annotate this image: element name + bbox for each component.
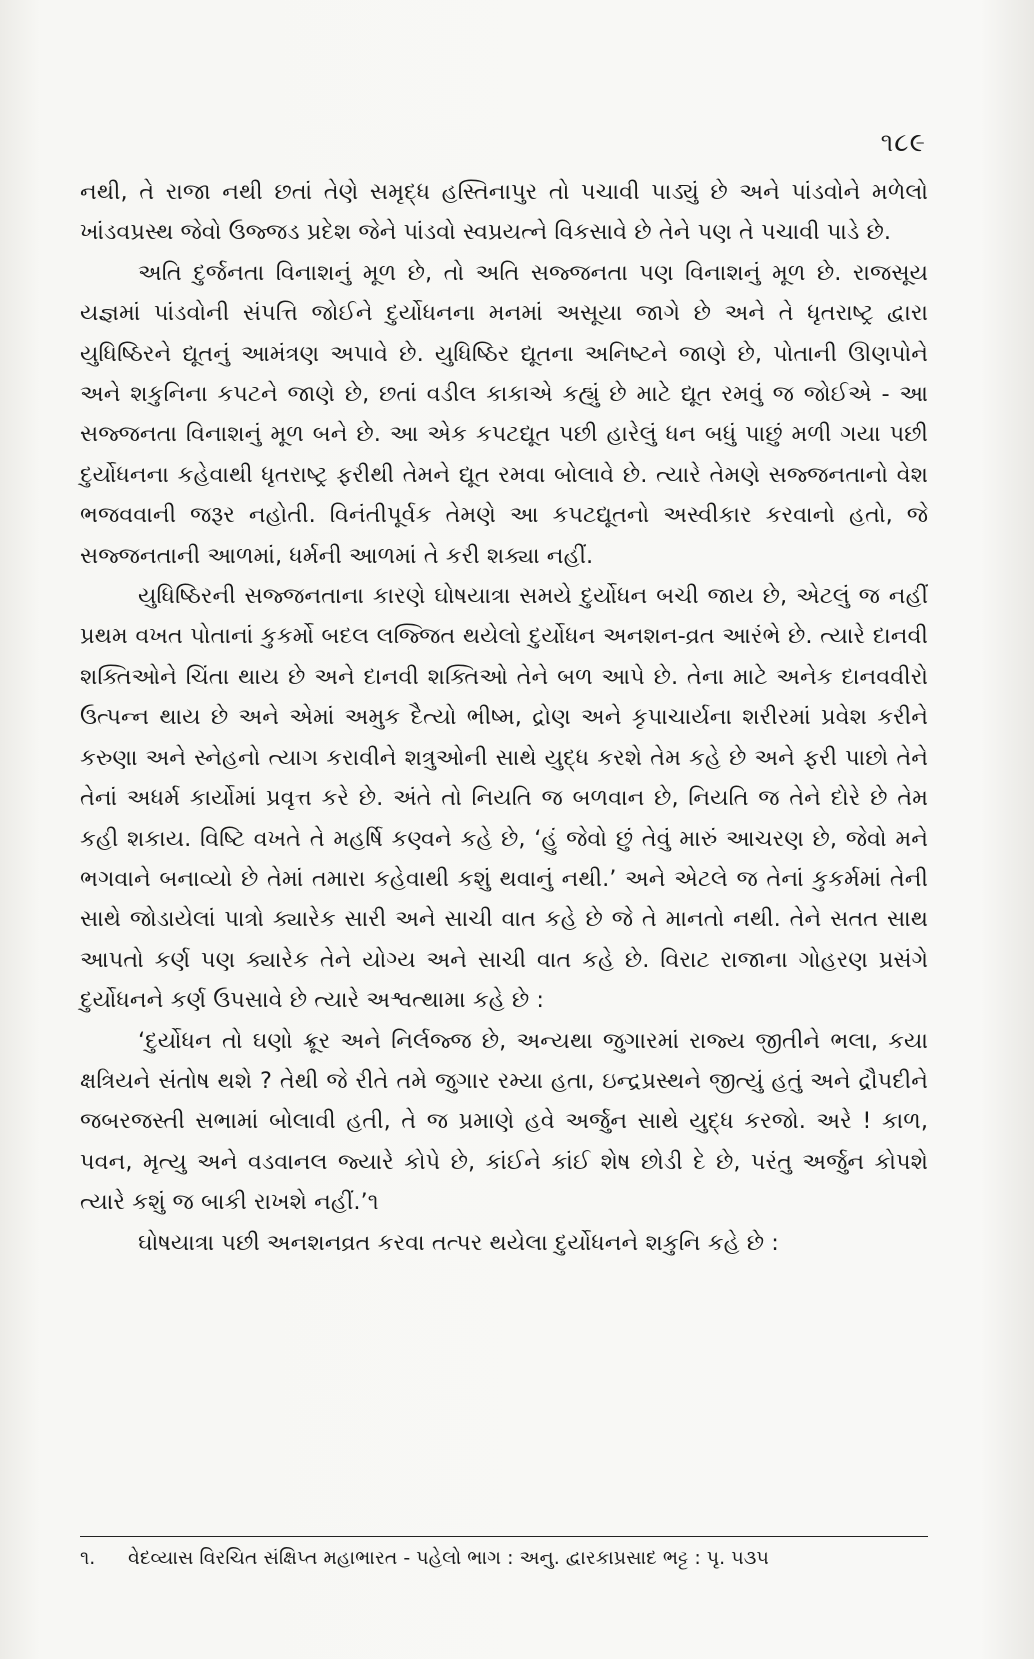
footnote (80, 1536, 928, 1573)
paragraph-1: નથી, તે રાજા નથી છતાં તેણે સમૃદ્ધ હસ્તિનાપુર તો પચાવી પાડ્યું છે અને પાંડવોને મળેલો ખાંડવપ્રસ્થ જેવો ઉજ્જડ પ્રદેશ જેને પાંડવો સ્વપ્રયત્ને વિકસાવે છે તેને પણ તે પચાવી પાડે છે. (80, 179, 928, 246)
paragraph-2: અતિ દુર્જનતા વિનાશનું મૂળ છે, તો અતિ સજ્જનતા પણ વિનાશનું મૂળ છે. રાજસૂય યજ્ઞમાં પાંડવોની સંપત્તિ જોઈને દુર્યોધનના મનમાં અસૂયા જાગે છે અને તે ધૃતરાષ્ટ્ર દ્વારા યુધિષ્ઠિરને દ્યૂતનું આમંત્રણ અપાવે છે. યુધિષ્ઠિર દ્યૂતના અનિષ્ટને જાણે છે, પોતાની ઊણપોને અને શકુનિના કપટને જાણે છે, છતાં વડીલ કાકાએ કહ્યું છે માટે દ્યૂત રમવું જ જોઈએ - આ સજ્જનતા વિનાશનું મૂળ બને છે. આ એક કપટદ્યૂત પછી હારેલું ધન બધું પાછું મળી ગયા પછી દુર્યોધનના કહેવાથી ધૃતરાષ્ટ્ર ફરીથી તેમને દ્યૂત રમવા બોલાવે છે. ત્યારે તેમણે સજ્જનતાનો વેશ ભજવવાની જરૂર નહોતી. વિનંતીપૂર્વક તેમણે આ કપટદ્યૂતનો અસ્વીકાર કરવાનો હતો, જે સજ્જનતાની આળમાં, ધર્મની આળમાં તે કરી શક્યા નહીં. (80, 259, 928, 569)
page-number: ૧૮૯ (880, 128, 926, 158)
paragraph-5: ઘોષયાત્રા પછી અનશનવ્રત કરવા તત્પર થયેલા દુર્યોધનને શકુનિ કહે છે : (138, 1229, 779, 1256)
footnote-text: વેદવ્યાસ વિરચિત સંક્ષિપ્ત મહાભારત - પહેલો ભાગ : અનુ. દ્વારકાપ્રસાદ ભટ્ટ : પૃ. ૫૩૫ (128, 1547, 769, 1569)
footnote-number: ૧. (80, 1547, 96, 1569)
body-text (80, 172, 928, 1263)
paragraph-3: યુધિષ્ઠિરની સજ્જનતાના કારણે ઘોષયાત્રા સમયે દુર્યોધન બચી જાય છે, એટલું જ નહીં પ્રથમ વખત પોતાનાં કુકર્મો બદલ લજ્જિત થયેલો દુર્યોધન અનશન-વ્રત આરંભે છે. ત્યારે દાનવી શક્તિઓને ચિંતા થાય છે અને દાનવી શક્તિઓ તેને બળ આપે છે. તેના માટે અનેક દાનવવીરો ઉત્પન્ન થાય છે અને એમાં અમુક દૈત્યો ભીષ્મ, દ્રોણ અને કૃપાચાર્યના શરીરમાં પ્રવેશ કરીને કરુણા અને સ્નેહનો ત્યાગ કરાવીને શત્રુઓની સાથે યુદ્ધ કરશે તેમ કહે છે અને ફરી પાછો તેને તેનાં અધર્મ કાર્યોમાં પ્રવૃત્ત કરે છે. અંતે તો નિયતિ જ બળવાન છે, નિયતિ જ તેને દોરે છે તેમ કહી શકાય. વિષ્ટિ વખતે તે મહર્ષિ કણ્વને કહે છે, ‘હું જેવો છું તેવું મારું આચરણ છે, જેવો મને ભગવાને બનાવ્યો છે તેમાં તમારા કહેવાથી કશું થવાનું નથી.’ અને એટલે જ તેનાં કુકર્મમાં તેની સાથે જોડાયેલાં પાત્રો ક્યારેક સારી અને સાચી વાત કહે છે જે તે માનતો નથી. તેને સતત સાથ આપતો કર્ણ પણ ક્યારેક તેને યોગ્ય અને સાચી વાત કહે છે. વિરાટ રાજાના ગોહરણ પ્રસંગે દુર્યોધનને કર્ણ ઉપસાવે છે ત્યારે અશ્વત્થામા કહે છે : (80, 583, 928, 1014)
quotation-paragraph: ‘દુર્યોધન તો ઘણો ક્રૂર અને નિર્લજ્જ છે, અન્યથા જુગારમાં રાજ્ય જીતીને ભલા, કયા ક્ષત્રિયને સંતોષ થશે ? તેથી જે રીતે તમે જુગાર રમ્યા હતા, ઇન્દ્રપ્રસ્થને જીત્યું હતું અને દ્રૌપદીને જબરજસ્તી સભામાં બોલાવી હતી, તે જ પ્રમાણે હવે અર્જુન સાથે યુદ્ધ કરજો. અરે ! કાળ, પવન, મૃત્યુ અને વડવાનલ જ્યારે કોપે છે, કાંઈને કાંઈ શેષ છોડી દે છે, પરંતુ અર્જુન કોપશે ત્યારે કશું જ બાકી રાખશે નહીં.’૧ (80, 1027, 928, 1216)
